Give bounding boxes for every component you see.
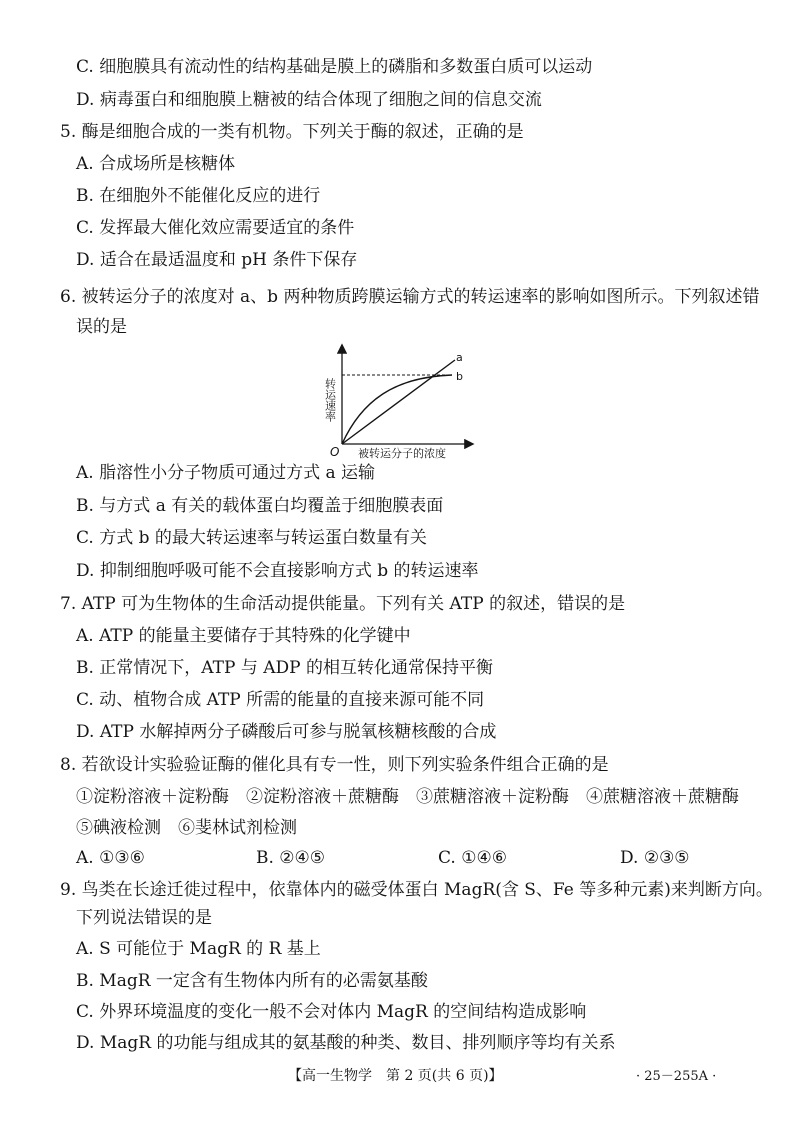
question-8-stem: 8. 若欲设计实验验证酶的催化具有专一性，则下列实验条件组合正确的是	[60, 755, 609, 775]
paper-code: · 25－255A ·	[636, 1069, 717, 1084]
q4-option-c: C. 细胞膜具有流动性的结构基础是膜上的磷脂和多数蛋白质可以运动	[76, 57, 593, 77]
q6-option-a: A. 脂溶性小分子物质可通过方式 a 运输	[76, 463, 376, 483]
q6-option-b: B. 与方式 a 有关的载体蛋白均覆盖于细胞膜表面	[76, 496, 444, 516]
question-6-stem: 6. 被转运分子的浓度对 a、b 两种物质跨膜运输方式的转运速率的影响如图所示。下列叙述错	[60, 287, 760, 307]
page-footer: 【高一生物学 第 2 页(共 6 页)】	[288, 1068, 503, 1084]
q8-option-d: D. ②③⑤	[620, 848, 690, 868]
q8-option-a: A. ①③⑥	[76, 848, 145, 868]
y-axis-label: 转运速率	[323, 378, 337, 422]
transport-rate-chart	[300, 340, 490, 462]
q6-option-c: C. 方式 b 的最大转运速率与转运蛋白数量有关	[76, 528, 427, 548]
q5-option-b: B. 在细胞外不能催化反应的进行	[76, 186, 321, 206]
q7-option-a: A. ATP 的能量主要储存于其特殊的化学键中	[76, 626, 411, 646]
q8-items-line-2: ⑤碘液检测 ⑥斐林试剂检测	[76, 818, 297, 838]
x-axis-label: 被转运分子的浓度	[358, 447, 446, 460]
q8-items-line-1: ①淀粉溶液＋淀粉酶 ②淀粉溶液＋蔗糖酶 ③蔗糖溶液＋淀粉酶 ④蔗糖溶液＋蔗糖酶	[76, 787, 739, 807]
question-6-stem-cont: 误的是	[76, 317, 127, 337]
q5-option-c: C. 发挥最大催化效应需要适宜的条件	[76, 218, 355, 238]
q5-option-a: A. 合成场所是核糖体	[76, 154, 236, 174]
origin-label: O	[330, 445, 340, 459]
q7-option-c: C. 动、植物合成 ATP 所需的能量的直接来源可能不同	[76, 690, 485, 710]
q4-option-d: D. 病毒蛋白和细胞膜上糖被的结合体现了细胞之间的信息交流	[76, 90, 542, 110]
q7-option-b: B. 正常情况下，ATP 与 ADP 的相互转化通常保持平衡	[76, 658, 493, 678]
q9-option-c: C. 外界环境温度的变化一般不会对体内 MagR 的空间结构造成影响	[76, 1002, 587, 1022]
question-9-stem: 9. 鸟类在长途迁徙过程中，依靠体内的磁受体蛋白 MagR(含 S、Fe 等多种元素)来判断方向。	[60, 880, 773, 900]
q7-option-d: D. ATP 水解掉两分子磷酸后可参与脱氧核糖核酸的合成	[76, 722, 497, 742]
q9-option-b: B. MagR 一定含有生物体内所有的必需氨基酸	[76, 971, 428, 991]
series-b-curve	[342, 375, 452, 444]
question-9-stem-cont: 下列说法错误的是	[76, 908, 212, 928]
q8-option-b: B. ②④⑤	[256, 848, 326, 868]
question-5-stem: 5. 酶是细胞合成的一类有机物。下列关于酶的叙述，正确的是	[60, 122, 524, 142]
question-7-stem: 7. ATP 可为生物体的生命活动提供能量。下列有关 ATP 的叙述，错误的是	[60, 594, 626, 614]
q5-option-d: D. 适合在最适温度和 pH 条件下保存	[76, 250, 358, 270]
q8-option-c: C. ①④⑥	[438, 848, 507, 868]
series-b-label: b	[456, 370, 463, 383]
q9-option-a: A. S 可能位于 MagR 的 R 基上	[76, 939, 321, 959]
q6-option-d: D. 抑制细胞呼吸可能不会直接影响方式 b 的转运速率	[76, 561, 479, 581]
series-a-label: a	[456, 351, 463, 364]
q9-option-d: D. MagR 的功能与组成其的氨基酸的种类、数目、排列顺序等均有关系	[76, 1033, 616, 1053]
series-a-line	[342, 360, 455, 444]
